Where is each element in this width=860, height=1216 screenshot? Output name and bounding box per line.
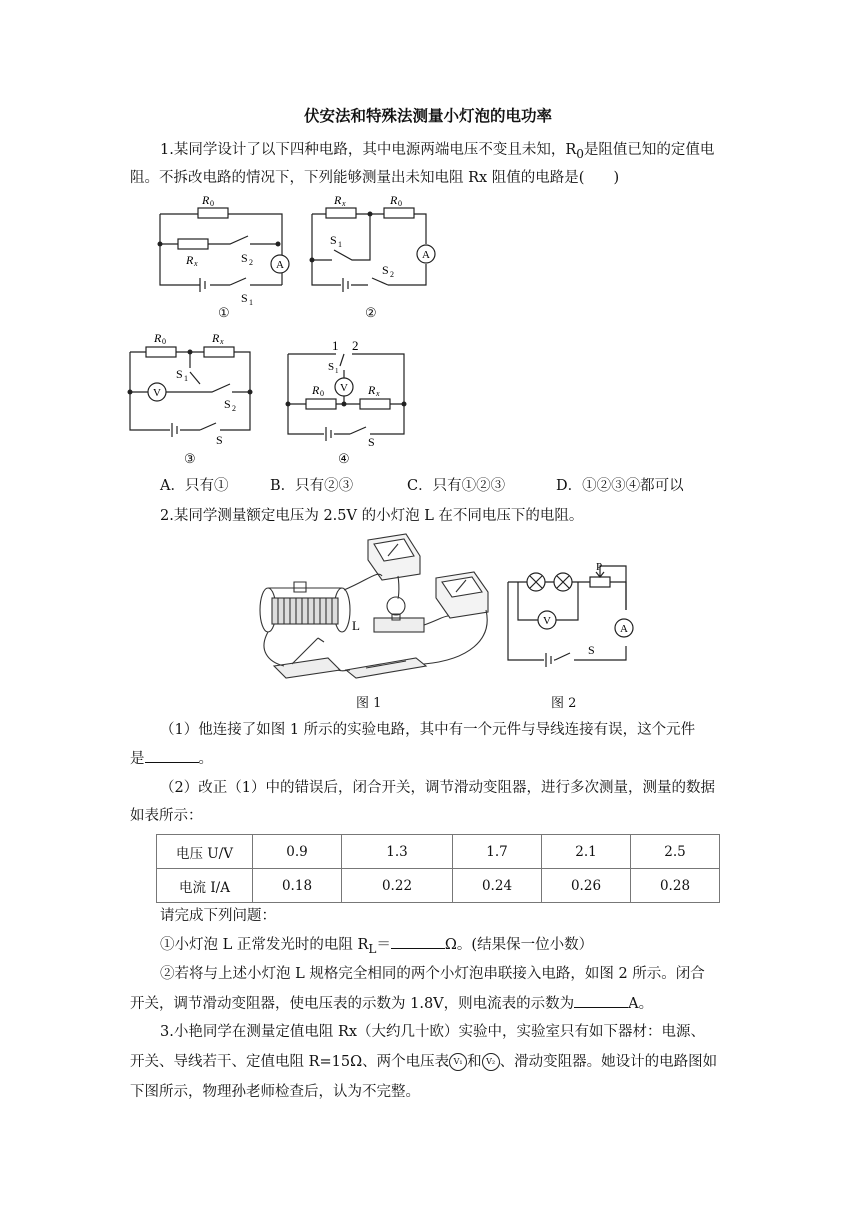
s2-label: S [241, 251, 248, 265]
q1-line1: 1.某同学设计了以下四种电路，其中电源两端电压不变且未知，$R_0$是阻值已知的定值电 [160, 142, 715, 161]
rx-sub-2: x [342, 199, 346, 208]
s2-sub-2: 2 [390, 270, 394, 279]
table-row [157, 835, 720, 869]
circuit-2 [306, 192, 446, 320]
r0-label-4: R [312, 383, 320, 397]
r0-sub: 0 [210, 199, 214, 208]
s1-sub-3: 1 [184, 374, 188, 383]
s1-label-4: S [328, 361, 335, 373]
s1-label-2: S [330, 233, 337, 247]
q1-line2: 阻。不拆改电路的情况下，下列能够测量出未知电阻 Rx 阻值的电路是( ) [130, 170, 620, 186]
fig-label-4: ④ [338, 452, 350, 467]
ammeter-label-2: A [422, 249, 430, 261]
page-title: 伏安法和特殊法测量小灯泡的电功率 [304, 106, 553, 125]
r0-sub-4: 0 [320, 389, 324, 398]
option-a[interactable]: A．只有① [160, 478, 229, 494]
ammeter-label: A [276, 259, 284, 271]
rx-label: R [186, 253, 194, 267]
table-cell: 2.5 [631, 835, 720, 869]
fig-label-3: ③ [184, 452, 196, 467]
fig2-caption: 图 2 [551, 696, 577, 711]
q3-line3: 下图所示，物理孙老师检查后，认为不完整。 [130, 1084, 420, 1100]
option-b[interactable]: B．只有②③ [270, 478, 354, 494]
table-cell: 0.18 [253, 869, 342, 903]
table-cell: 1.7 [453, 835, 542, 869]
table-row [157, 869, 720, 903]
rx-label-3: R [212, 331, 220, 345]
row-label-voltage: 电压 U/V [157, 835, 253, 869]
q3-line2: 开关、导线若干、定值电阻 R=15Ω、两个电压表 V₁ 和 V₂ 、滑动变阻器。她设计的电路图如 [130, 1054, 718, 1070]
lamp-label: L [352, 618, 360, 633]
r0-sub-3: 0 [162, 337, 166, 346]
q3-line1: 3.小艳同学在测量定值电阻 Rx（大约几十欧）实验中，实验室只有如下器材：电源、 [160, 1024, 706, 1040]
answer-blank-1[interactable] [145, 748, 199, 763]
answer-blank-2[interactable] [391, 934, 445, 949]
q2-sub2-line1: ②若将与上述小灯泡 L 规格完全相同的两个小灯泡串联接入电路，如图 2 所示。闭合 [160, 966, 705, 982]
data-table [156, 834, 720, 903]
rx-label-2: R [334, 193, 342, 207]
s2-label-3: S [224, 397, 231, 411]
q2-intro: 2.某同学测量额定电压为 2.5V 的小灯泡 L 在不同电压下的电阻。 [160, 508, 584, 524]
r0-sub-2: 0 [398, 199, 402, 208]
q2-part2-line1: （2）改正（1）中的错误后，闭合开关，调节滑动变阻器，进行多次测量，测量的数据 [160, 780, 715, 796]
q2-prompt: 请完成下列问题： [160, 908, 276, 924]
table-cell: 0.22 [342, 869, 453, 903]
s1-label: S [241, 291, 248, 305]
q2-part1-line1: （1）他连接了如图 1 所示的实验电路，其中有一个元件与导线连接有误，这个元件 [160, 722, 696, 738]
q2-sub2-line2: 开关，调节滑动变阻器，使电压表的示数为 1.8V，则电流表的示数为 A。 [130, 993, 653, 1014]
option-c[interactable]: C．只有①②③ [407, 478, 506, 494]
ammeter-label-fig2: A [620, 623, 628, 635]
fig-label-1: ① [218, 306, 230, 321]
s-label-3: S [216, 433, 223, 447]
circuit-1 [150, 192, 300, 320]
s1-sub-2: 1 [338, 240, 342, 249]
q2-sub1: ①小灯泡 L 正常发光时的电阻 $R_L= \Omega$。(结果保一位小数） [160, 934, 593, 959]
s2-sub: 2 [249, 258, 253, 267]
table-cell: 1.3 [342, 835, 453, 869]
s2-sub-3: 2 [232, 404, 236, 413]
s-label-4: S [368, 435, 375, 449]
s1-label-3: S [176, 367, 183, 381]
rx-sub-3: x [220, 337, 224, 346]
voltmeter-label-4: V [340, 382, 348, 394]
terminal-1-label: 1 [332, 338, 339, 353]
table-cell: 0.28 [631, 869, 720, 903]
voltmeter-label-3: V [153, 387, 161, 399]
figure-1-apparatus [248, 530, 498, 685]
row-label-current: 电流 I/A [157, 869, 253, 903]
table-cell: 0.26 [542, 869, 631, 903]
table-cell: 0.24 [453, 869, 542, 903]
circuit-3 [120, 328, 260, 452]
rx-sub-4: x [376, 389, 380, 398]
table-cell: 0.9 [253, 835, 342, 869]
r0-label-2: R [390, 193, 398, 207]
rx-sub: x [194, 259, 198, 268]
circuit-4 [280, 336, 420, 454]
rx-label-4: R [368, 383, 376, 397]
r0-label-3: R [154, 331, 162, 345]
s2-label-2: S [382, 263, 389, 277]
voltmeter-v2-icon: V₂ [482, 1053, 500, 1071]
q2-part2-line2: 如表所示： [130, 808, 203, 824]
figure-2-circuit [500, 558, 640, 668]
s1-sub-4: 1 [335, 367, 339, 375]
answer-blank-3[interactable] [574, 993, 628, 1008]
q2-part1-line2: 是 。 [130, 748, 213, 769]
table-cell: 2.1 [542, 835, 631, 869]
voltmeter-v1-icon: V₁ [449, 1053, 467, 1071]
r0-label: R [202, 193, 210, 207]
slider-p-label: P [596, 561, 603, 573]
voltmeter-label-fig2: V [543, 615, 551, 627]
s-label-fig2: S [588, 643, 595, 657]
terminal-2-label: 2 [352, 338, 359, 353]
option-d[interactable]: D．①②③④都可以 [556, 478, 684, 494]
fig-label-2: ② [365, 306, 377, 321]
s1-sub: 1 [249, 298, 253, 307]
fig1-caption: 图 1 [356, 696, 382, 711]
